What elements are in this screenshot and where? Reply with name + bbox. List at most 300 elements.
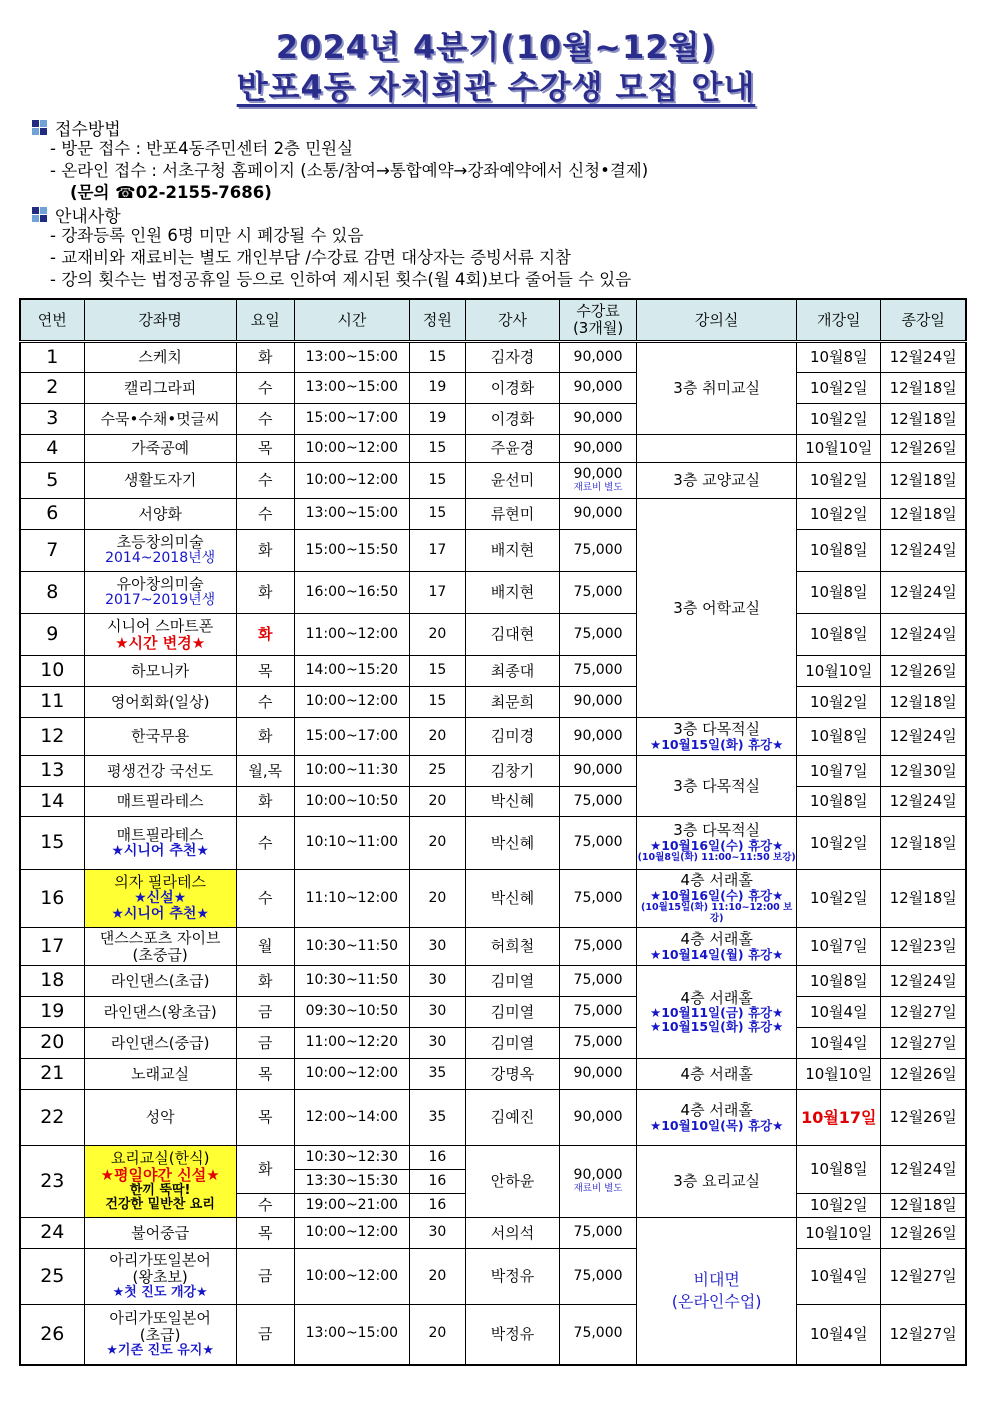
cell-end: 12월24일 <box>881 787 966 817</box>
cell-course <box>84 817 236 870</box>
cell-teacher: 안하윤 <box>465 1146 559 1218</box>
cell-capacity: 16 <box>409 1170 465 1194</box>
table-row <box>20 687 966 718</box>
cell-course: 생활도자기 <box>84 463 236 499</box>
cell-teacher: 주윤경 <box>465 435 559 463</box>
cell-day: 목 <box>236 1218 294 1249</box>
cell-time: 16:00~16:50 <box>294 572 409 614</box>
cell-course: 라인댄스(초급) <box>84 966 236 997</box>
notice-heading <box>32 203 631 225</box>
cell-fee: 90,000 <box>560 1090 637 1146</box>
cell-course: 영어회화(일상) <box>84 687 236 718</box>
cell-day: 화 <box>236 530 294 572</box>
cell-fee <box>560 1146 637 1218</box>
cell-capacity: 20 <box>409 787 465 817</box>
cell-teacher: 허희철 <box>465 928 559 966</box>
col-header: 요일 <box>236 299 294 342</box>
course-name: 의자 필라테스 <box>114 873 206 892</box>
cell-capacity: 17 <box>409 530 465 572</box>
course-name: 초등창의미술 <box>116 533 204 552</box>
course-name: 유아창의미술 <box>116 575 204 594</box>
cell-end: 12월27일 <box>881 1305 966 1365</box>
cell-capacity: 35 <box>409 1059 465 1090</box>
cell-fee: 75,000 <box>560 966 637 997</box>
cell-fee: 90,000 <box>560 342 637 373</box>
cell-teacher: 서의석 <box>465 1218 559 1249</box>
cell-end: 12월18일 <box>881 687 966 718</box>
cell-time: 10:00~11:30 <box>294 756 409 787</box>
table-row <box>20 718 966 756</box>
table-row <box>20 1218 966 1249</box>
cell-capacity: 15 <box>409 342 465 373</box>
cell-time: 12:00~14:00 <box>294 1090 409 1146</box>
col-header: 강좌명 <box>84 299 236 342</box>
fee-note: 재료비 별도 <box>573 1183 623 1195</box>
cell-no: 11 <box>20 687 84 718</box>
cell-day: 화 <box>236 966 294 997</box>
cell-capacity: 19 <box>409 404 465 435</box>
cell-capacity: 15 <box>409 687 465 718</box>
cell-end: 12월26일 <box>881 435 966 463</box>
table-row <box>20 499 966 530</box>
cell-time: 15:00~15:50 <box>294 530 409 572</box>
col-header: 연번 <box>20 299 84 342</box>
cell-start: 10월10일 <box>797 435 881 463</box>
cell-start: 10월8일 <box>797 614 881 656</box>
col-header: 정원 <box>409 299 465 342</box>
course-name: 아리가또일본어 <box>109 1251 211 1270</box>
contact-phone: (문의 ☎02-2155-7686) <box>70 183 272 202</box>
cell-no: 20 <box>20 1028 84 1059</box>
cell-teacher: 박정유 <box>465 1249 559 1305</box>
col-header: 종강일 <box>881 299 966 342</box>
cell-room: 3층 다목적실 <box>637 756 797 817</box>
cell-course: 스케치 <box>84 342 236 373</box>
cell-course: 가죽공예 <box>84 435 236 463</box>
cell-course <box>84 1249 236 1305</box>
cell-teacher: 김미경 <box>465 718 559 756</box>
course-sub: 건강한 밑반찬 요리 <box>105 1197 215 1213</box>
cell-capacity: 15 <box>409 656 465 687</box>
course-name: 요리교실(한식) <box>110 1149 210 1168</box>
cell-fee: 90,000 <box>560 1059 637 1090</box>
cell-end: 12월24일 <box>881 530 966 572</box>
reception-heading <box>32 116 648 138</box>
cell-no: 7 <box>20 530 84 572</box>
cell-day: 금 <box>236 1305 294 1365</box>
cell-fee: 75,000 <box>560 1028 637 1059</box>
cell-day: 수 <box>236 499 294 530</box>
cell-end: 12월26일 <box>881 656 966 687</box>
cell-start: 10월8일 <box>797 966 881 997</box>
cell-start: 10월10일 <box>797 656 881 687</box>
notice-line: - 교재비와 재료비는 별도 개인부담 /수강료 감면 대상자는 증빙서류 지참 <box>50 248 571 267</box>
cell-teacher: 류현미 <box>465 499 559 530</box>
cell-no: 8 <box>20 572 84 614</box>
cell-teacher: 김예진 <box>465 1090 559 1146</box>
cell-room <box>637 870 797 928</box>
cell-day: 월 <box>236 928 294 966</box>
cell-course: 라인댄스(왕초급) <box>84 997 236 1028</box>
cell-time: 19:00~21:00 <box>294 1194 409 1218</box>
course-sub: 2014~2018년생 <box>105 550 216 567</box>
cell-capacity: 20 <box>409 870 465 928</box>
cell-time: 13:00~15:00 <box>294 1305 409 1365</box>
cell-teacher: 박신혜 <box>465 787 559 817</box>
cell-time: 10:00~12:00 <box>294 687 409 718</box>
cell-course: 매트필라테스 <box>84 787 236 817</box>
cell-no: 9 <box>20 614 84 656</box>
cell-day: 화 <box>236 718 294 756</box>
fee-value: 90,000 <box>573 466 623 483</box>
cell-teacher: 박정유 <box>465 1305 559 1365</box>
cell-fee: 90,000 <box>560 373 637 404</box>
cell-start: 10월2일 <box>797 817 881 870</box>
cell-no: 15 <box>20 817 84 870</box>
cell-start: 10월8일 <box>797 787 881 817</box>
cell-fee: 90,000 <box>560 404 637 435</box>
cell-day: 화 <box>236 1146 294 1194</box>
cell-day: 목 <box>236 1059 294 1090</box>
cell-start: 10월7일 <box>797 928 881 966</box>
course-sub: ★시간 변경★ <box>115 633 206 652</box>
cell-capacity: 35 <box>409 1090 465 1146</box>
cell-no: 19 <box>20 997 84 1028</box>
cell-no: 6 <box>20 499 84 530</box>
notice-line: - 강좌등록 인원 6명 미만 시 폐강될 수 있음 <box>50 226 364 245</box>
cell-room: 4층 서래홀 <box>637 1059 797 1090</box>
room-note: ★10월16일(수) 휴강★ <box>649 888 784 904</box>
cell-teacher: 김미열 <box>465 997 559 1028</box>
cell-time: 09:30~10:50 <box>294 997 409 1028</box>
cell-end: 12월24일 <box>881 966 966 997</box>
cell-teacher: 강명옥 <box>465 1059 559 1090</box>
cell-capacity: 15 <box>409 463 465 499</box>
cell-capacity: 17 <box>409 572 465 614</box>
cell-fee: 75,000 <box>560 530 637 572</box>
cell-teacher: 윤선미 <box>465 463 559 499</box>
table-row <box>20 435 966 463</box>
course-name: 매트필라테스 <box>116 825 204 844</box>
cell-no: 26 <box>20 1305 84 1365</box>
cell-no: 10 <box>20 656 84 687</box>
cell-fee <box>560 463 637 499</box>
cell-fee: 90,000 <box>560 435 637 463</box>
cell-fee: 75,000 <box>560 870 637 928</box>
cell-start: 10월2일 <box>797 463 881 499</box>
cell-no: 23 <box>20 1146 84 1218</box>
room-note: ★10월15일(화) 휴강★ <box>649 1019 784 1035</box>
table-row <box>20 656 966 687</box>
cell-teacher: 최문희 <box>465 687 559 718</box>
cell-fee: 75,000 <box>560 1249 637 1305</box>
cell-end: 12월18일 <box>881 817 966 870</box>
cell-start: 10월4일 <box>797 997 881 1028</box>
course-name: 댄스스포츠 자이브 <box>99 928 221 947</box>
cell-end: 12월24일 <box>881 1146 966 1194</box>
cell-day: 수 <box>236 817 294 870</box>
cell-start: 10월2일 <box>797 870 881 928</box>
cell-room <box>637 718 797 756</box>
cell-teacher: 박신혜 <box>465 817 559 870</box>
cell-time: 10:00~12:00 <box>294 1059 409 1090</box>
cell-room: 3층 어학교실 <box>637 499 797 718</box>
room-note: ★10월14일(월) 휴강★ <box>649 946 784 962</box>
cell-end: 12월18일 <box>881 404 966 435</box>
cell-no: 3 <box>20 404 84 435</box>
table-row <box>20 373 966 404</box>
cell-course: 수묵•수채•멋글씨 <box>84 404 236 435</box>
cell-time: 10:00~12:00 <box>294 463 409 499</box>
table-row <box>20 787 966 817</box>
cell-course <box>84 870 236 928</box>
cell-fee: 75,000 <box>560 1305 637 1365</box>
room-note: (온라인수업) <box>671 1291 762 1311</box>
room-note: ★10월10일(목) 휴강★ <box>649 1117 784 1133</box>
col-header: 시간 <box>294 299 409 342</box>
cell-teacher: 배지현 <box>465 572 559 614</box>
cell-time: 10:00~12:00 <box>294 435 409 463</box>
cell-room <box>637 435 797 463</box>
course-sub: ★평일야간 신설★ <box>100 1165 220 1184</box>
cell-capacity: 30 <box>409 1218 465 1249</box>
cell-capacity: 30 <box>409 966 465 997</box>
cell-start: 10월8일 <box>797 530 881 572</box>
fee-note: 재료비 별도 <box>573 482 623 494</box>
cell-day: 수 <box>236 404 294 435</box>
cell-end: 12월23일 <box>881 928 966 966</box>
cell-end: 12월26일 <box>881 1090 966 1146</box>
cell-end: 12월18일 <box>881 499 966 530</box>
cell-course: 라인댄스(중급) <box>84 1028 236 1059</box>
table-row <box>20 572 966 614</box>
cell-time: 13:00~15:00 <box>294 499 409 530</box>
cell-day: 금 <box>236 1249 294 1305</box>
table-header-row <box>20 299 966 342</box>
cell-no: 2 <box>20 373 84 404</box>
cell-course: 노래교실 <box>84 1059 236 1090</box>
cell-no: 5 <box>20 463 84 499</box>
cell-start: 10월8일 <box>797 718 881 756</box>
cell-room <box>637 1090 797 1146</box>
cell-time: 15:00~17:00 <box>294 718 409 756</box>
cell-no: 4 <box>20 435 84 463</box>
cell-start: 10월2일 <box>797 404 881 435</box>
cell-time: 10:30~12:30 <box>294 1146 409 1170</box>
cell-course <box>84 614 236 656</box>
cell-no: 16 <box>20 870 84 928</box>
cell-course <box>84 572 236 614</box>
cell-time: 10:00~12:00 <box>294 1218 409 1249</box>
cell-course: 서양화 <box>84 499 236 530</box>
bullet-square-icon <box>32 120 47 135</box>
course-name: 아리가또일본어 <box>109 1309 211 1328</box>
cell-end: 12월24일 <box>881 718 966 756</box>
cell-no: 17 <box>20 928 84 966</box>
table-row <box>20 870 966 928</box>
cell-no: 21 <box>20 1059 84 1090</box>
cell-room: 3층 교양교실 <box>637 463 797 499</box>
cell-day: 수 <box>236 463 294 499</box>
cell-capacity: 15 <box>409 499 465 530</box>
cell-end: 12월24일 <box>881 572 966 614</box>
room-note: ★10월16일(수) 휴강★ <box>649 838 784 854</box>
cell-room: 3층 요리교실 <box>637 1146 797 1218</box>
cell-time: 10:00~10:50 <box>294 787 409 817</box>
cell-end: 12월27일 <box>881 997 966 1028</box>
cell-no: 13 <box>20 756 84 787</box>
cell-day: 화 <box>236 342 294 373</box>
room-name: 4층 서래홀 <box>680 871 753 890</box>
room-note: ★10월11일(금) 휴강★ <box>649 1005 784 1021</box>
cell-time: 10:00~12:00 <box>294 1249 409 1305</box>
cell-no: 12 <box>20 718 84 756</box>
cell-start: 10월2일 <box>797 1194 881 1218</box>
table-row <box>20 463 966 499</box>
cell-fee: 75,000 <box>560 997 637 1028</box>
cell-room <box>637 928 797 966</box>
cell-time: 10:30~11:50 <box>294 928 409 966</box>
cell-teacher: 김창기 <box>465 756 559 787</box>
reception-line: - 방문 접수 : 반포4동주민센터 2층 민원실 <box>50 139 354 158</box>
cell-capacity: 15 <box>409 435 465 463</box>
col-header: 개강일 <box>797 299 881 342</box>
notice-section <box>32 203 631 291</box>
cell-start: 10월8일 <box>797 342 881 373</box>
course-sub: ★신설★ <box>134 890 187 907</box>
cell-capacity: 16 <box>409 1146 465 1170</box>
cell-day: 수 <box>236 373 294 404</box>
table-row <box>20 1146 966 1170</box>
cell-no: 1 <box>20 342 84 373</box>
table-row <box>20 1090 966 1146</box>
course-sub: ★기존 진도 유지★ <box>106 1342 214 1358</box>
cell-start: 10월2일 <box>797 499 881 530</box>
table-row <box>20 1028 966 1059</box>
cell-capacity: 25 <box>409 756 465 787</box>
cell-day: 화 <box>236 787 294 817</box>
cell-capacity: 30 <box>409 928 465 966</box>
cell-fee: 90,000 <box>560 756 637 787</box>
cell-day: 금 <box>236 1028 294 1059</box>
cell-fee: 75,000 <box>560 928 637 966</box>
cell-time: 10:30~11:50 <box>294 966 409 997</box>
cell-fee: 75,000 <box>560 1218 637 1249</box>
course-sub: 2017~2019년생 <box>105 592 216 609</box>
cell-start: 10월4일 <box>797 1249 881 1305</box>
cell-end: 12월24일 <box>881 614 966 656</box>
cell-capacity: 30 <box>409 997 465 1028</box>
table-row <box>20 817 966 870</box>
cell-start: 10월2일 <box>797 373 881 404</box>
cell-capacity: 16 <box>409 1194 465 1218</box>
cell-course <box>84 1305 236 1365</box>
room-note: (10월15일(화) 11:10~12:00 보강) <box>641 902 793 924</box>
cell-course <box>84 1146 236 1218</box>
cell-capacity: 20 <box>409 1249 465 1305</box>
course-sub: (초중급) <box>132 945 188 964</box>
table-row <box>20 1249 966 1305</box>
cell-fee: 75,000 <box>560 787 637 817</box>
cell-end: 12월18일 <box>881 373 966 404</box>
reception-heading-label: 접수방법 <box>55 119 121 140</box>
table-row <box>20 928 966 966</box>
cell-no: 18 <box>20 966 84 997</box>
fee-value: 90,000 <box>573 1167 623 1184</box>
cell-capacity: 20 <box>409 1305 465 1365</box>
cell-time: 15:00~17:00 <box>294 404 409 435</box>
cell-day: 수 <box>236 870 294 928</box>
cell-course: 캘리그라피 <box>84 373 236 404</box>
cell-end: 12월18일 <box>881 463 966 499</box>
cell-course <box>84 928 236 966</box>
course-sub: ★첫 진도 개강★ <box>112 1285 208 1301</box>
cell-capacity: 20 <box>409 614 465 656</box>
cell-fee: 75,000 <box>560 656 637 687</box>
cell-time: 11:00~12:20 <box>294 1028 409 1059</box>
room-name: 3층 다목적실 <box>673 821 761 840</box>
cell-capacity: 19 <box>409 373 465 404</box>
col-header: 강사 <box>465 299 559 342</box>
cell-day: 목 <box>236 656 294 687</box>
cell-day: 화 <box>236 614 294 656</box>
table-row <box>20 966 966 997</box>
cell-start: 10월2일 <box>797 687 881 718</box>
cell-end: 12월26일 <box>881 1059 966 1090</box>
table-row <box>20 1059 966 1090</box>
cell-time: 11:00~12:00 <box>294 614 409 656</box>
cell-teacher: 배지현 <box>465 530 559 572</box>
page-title-line2: 반포4동 자치회관 수강생 모집 안내 <box>236 68 756 106</box>
cell-course <box>84 530 236 572</box>
cell-end: 12월26일 <box>881 1218 966 1249</box>
cell-course: 하모니카 <box>84 656 236 687</box>
room-name: 4층 서래홀 <box>680 930 753 949</box>
cell-capacity: 20 <box>409 817 465 870</box>
cell-time: 13:00~15:00 <box>294 373 409 404</box>
cell-fee: 90,000 <box>560 718 637 756</box>
room-note: (10월8일(화) 11:00~11:50 보강) <box>637 852 796 864</box>
cell-course: 한국무용 <box>84 718 236 756</box>
cell-no: 25 <box>20 1249 84 1305</box>
table-row <box>20 997 966 1028</box>
cell-capacity: 20 <box>409 718 465 756</box>
cell-day: 금 <box>236 997 294 1028</box>
table-row <box>20 614 966 656</box>
cell-fee: 75,000 <box>560 817 637 870</box>
cell-time: 11:10~12:00 <box>294 870 409 928</box>
room-name: 비대면 <box>693 1270 740 1290</box>
course-table <box>19 298 967 1366</box>
cell-teacher: 김미열 <box>465 1028 559 1059</box>
cell-day: 월,목 <box>236 756 294 787</box>
cell-start: 10월10일 <box>797 1218 881 1249</box>
course-sub: ★시니어 추천★ <box>111 905 209 922</box>
table-row <box>20 404 966 435</box>
room-name: 3층 다목적실 <box>673 720 761 739</box>
cell-day: 목 <box>236 1090 294 1146</box>
cell-fee: 75,000 <box>560 614 637 656</box>
cell-room <box>637 966 797 1059</box>
cell-end: 12월27일 <box>881 1249 966 1305</box>
cell-day: 화 <box>236 572 294 614</box>
course-sub: (왕초보) <box>132 1268 188 1287</box>
bullet-square-icon <box>32 207 47 222</box>
cell-time: 13:00~15:00 <box>294 342 409 373</box>
course-name: 시니어 스마트폰 <box>107 616 214 635</box>
cell-start: 10월8일 <box>797 572 881 614</box>
cell-day: 목 <box>236 435 294 463</box>
